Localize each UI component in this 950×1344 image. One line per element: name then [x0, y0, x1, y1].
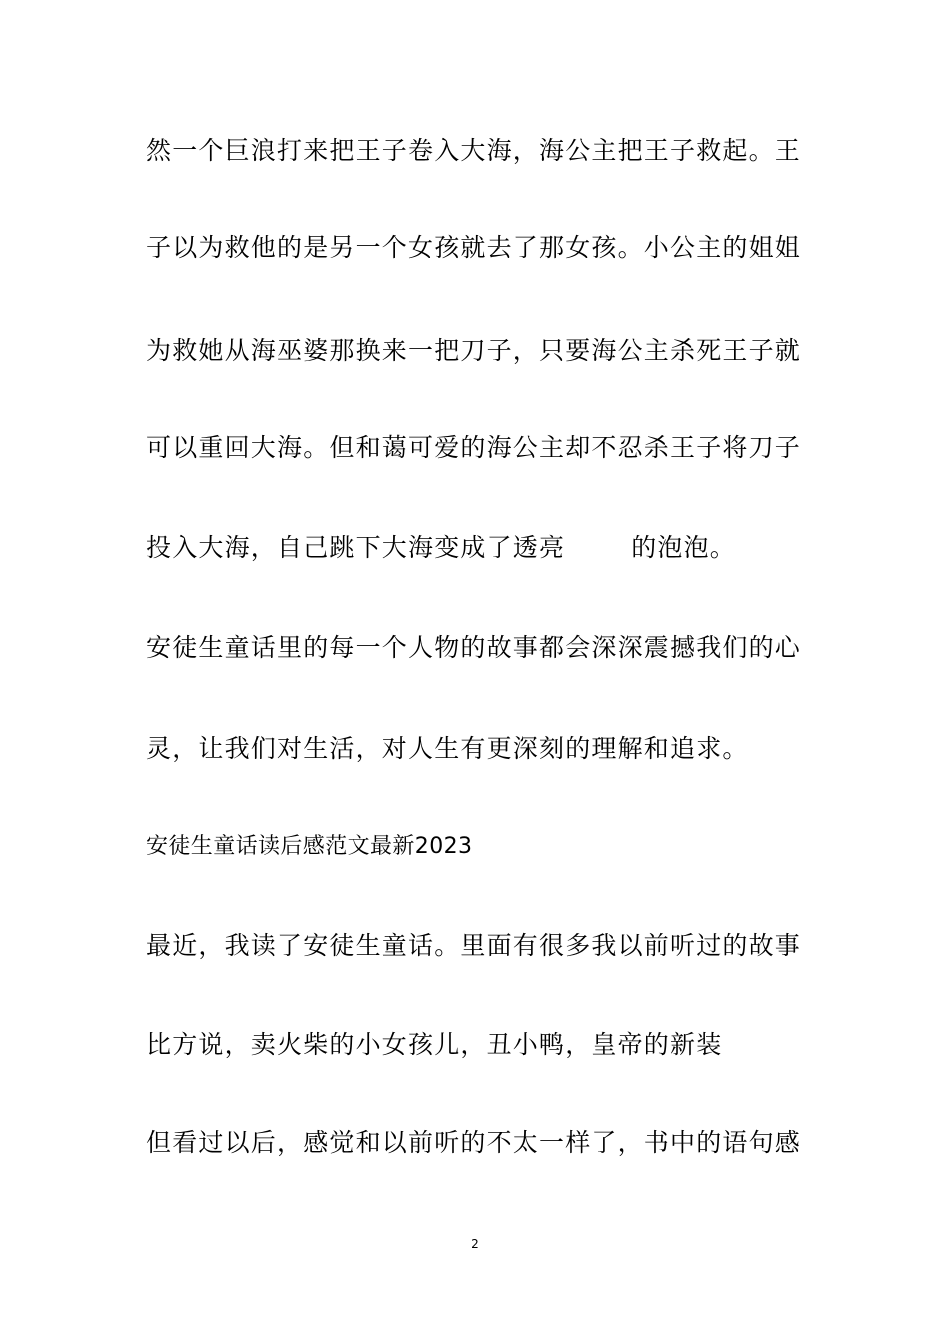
text-segment: 的泡泡。	[631, 533, 737, 562]
page-number: 2	[471, 1237, 479, 1251]
text-line: 比方说，卖火柴的小女孩儿，丑小鸭，皇帝的新装	[146, 1030, 723, 1059]
section-heading: 安徒生童话读后感范文最新2023	[146, 834, 473, 859]
text-line: 子以为救他的是另一个女孩就去了那女孩。小公主的姐姐	[146, 233, 802, 262]
text-line: 安徒生童话里的每一个人物的故事都会深深震撼我们的心	[146, 633, 802, 662]
text-line-split	[146, 531, 806, 565]
text-line: 然一个巨浪打来把王子卷入大海，海公主把王子救起。王	[146, 136, 802, 165]
text-line: 可以重回大海。但和蔼可爱的海公主却不忍杀王子将刀子	[146, 433, 802, 462]
text-segment: 投入大海，自己跳下大海变成了透亮	[146, 533, 566, 562]
text-line: 但看过以后，感觉和以前听的不太一样了，书中的语句感	[146, 1128, 802, 1157]
text-line: 最近，我读了安徒生童话。里面有很多我以前听过的故事	[146, 931, 802, 960]
text-line: 灵，让我们对生活，对人生有更深刻的理解和追求。	[146, 734, 749, 763]
text-line: 为救她从海巫婆那换来一把刀子，只要海公主杀死王子就	[146, 336, 802, 365]
